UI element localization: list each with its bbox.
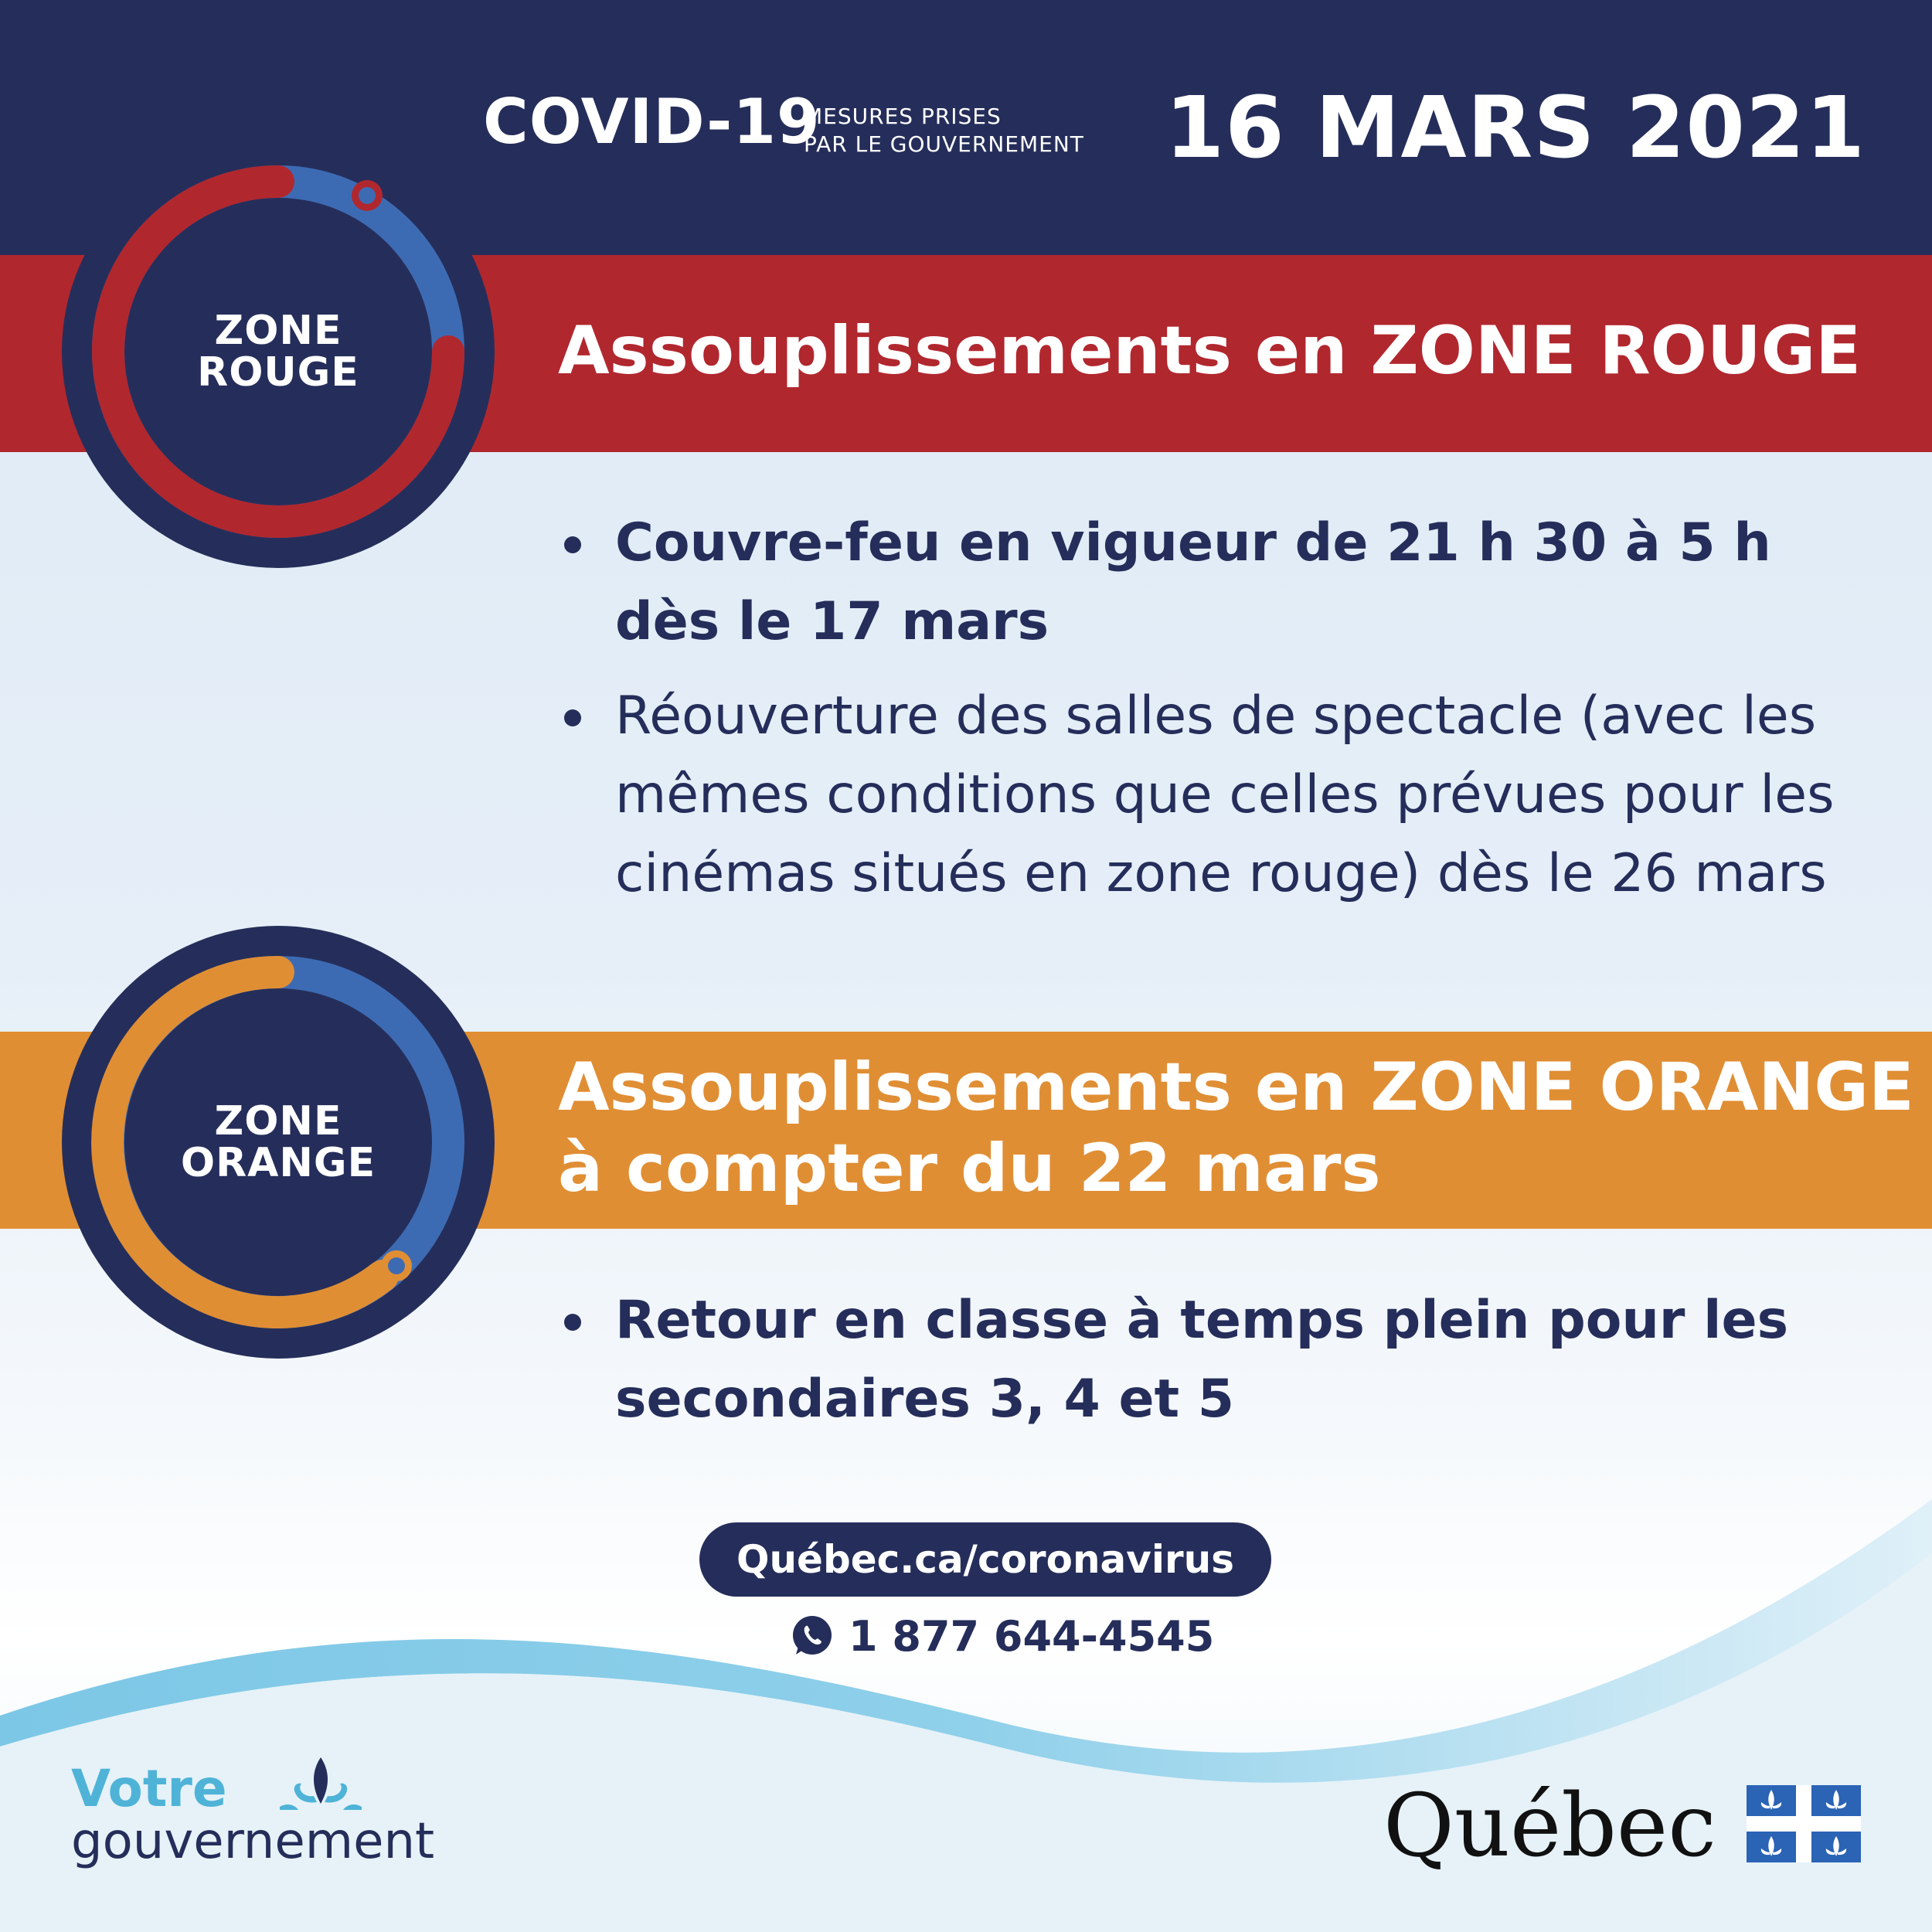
fleur-de-lis-icon	[278, 1756, 363, 1825]
phone-number-text: 1 877 644-4545	[849, 1611, 1215, 1661]
orange-zone-heading	[558, 1047, 1914, 1209]
red-zone-badge-line2: ROUGE	[197, 349, 359, 396]
logo-votre-text: Votre	[71, 1759, 227, 1818]
header-subtitle-line1: MESURES PRISES	[804, 104, 1002, 129]
quebec-flag-icon	[1747, 1785, 1861, 1862]
votre-gouvernement-logo	[71, 1759, 504, 1878]
date: 16 MARS 2021	[1165, 78, 1866, 177]
coronavirus-link[interactable]: Québec.ca/coronavirus	[699, 1522, 1271, 1597]
orange-zone-bullet-list	[556, 1281, 1870, 1439]
orange-zone-heading-line2: à compter du 22 mars	[558, 1130, 1381, 1207]
quebec-logo	[1383, 1770, 1878, 1893]
logo-quebec-text: Québec	[1383, 1776, 1716, 1876]
red-zone-bullet-curfew: Couvre-feu en vigueur de 21 h 30 à 5 h dès le 17 mars	[556, 504, 1870, 662]
red-zone-bullet-list	[556, 504, 1870, 913]
header-subtitle-line2: PAR LE GOUVERNEMENT	[804, 131, 1084, 157]
covid-title: COVID-19	[483, 86, 821, 158]
red-zone-heading: Assouplissements en ZONE ROUGE	[558, 312, 1861, 389]
logo-gouvernement-text: gouvernement	[71, 1813, 435, 1870]
orange-zone-badge-line2: ORANGE	[180, 1140, 376, 1186]
orange-zone-heading-line1: Assouplissements en ZONE ORANGE	[558, 1049, 1914, 1126]
orange-zone-badge-label	[62, 926, 495, 1359]
phone-icon	[788, 1613, 835, 1659]
red-zone-badge-label	[62, 135, 495, 568]
orange-zone-badge	[62, 926, 495, 1359]
red-zone-bullet-theatres: Réouverture des salles de spectacle (avec les mêmes conditions que celles prévues pour les cinémas situés en zone rouge) dès le 26 mars	[556, 677, 1870, 913]
orange-zone-bullet-school: Retour en classe à temps plein pour les secondaires 3, 4 et 5	[556, 1281, 1870, 1439]
red-zone-badge	[62, 135, 495, 568]
header-subtitle	[804, 103, 1084, 158]
orange-zone-badge-line1: ZONE	[214, 1098, 342, 1145]
red-zone-badge-line1: ZONE	[214, 308, 342, 354]
phone-number[interactable]	[788, 1611, 1214, 1661]
